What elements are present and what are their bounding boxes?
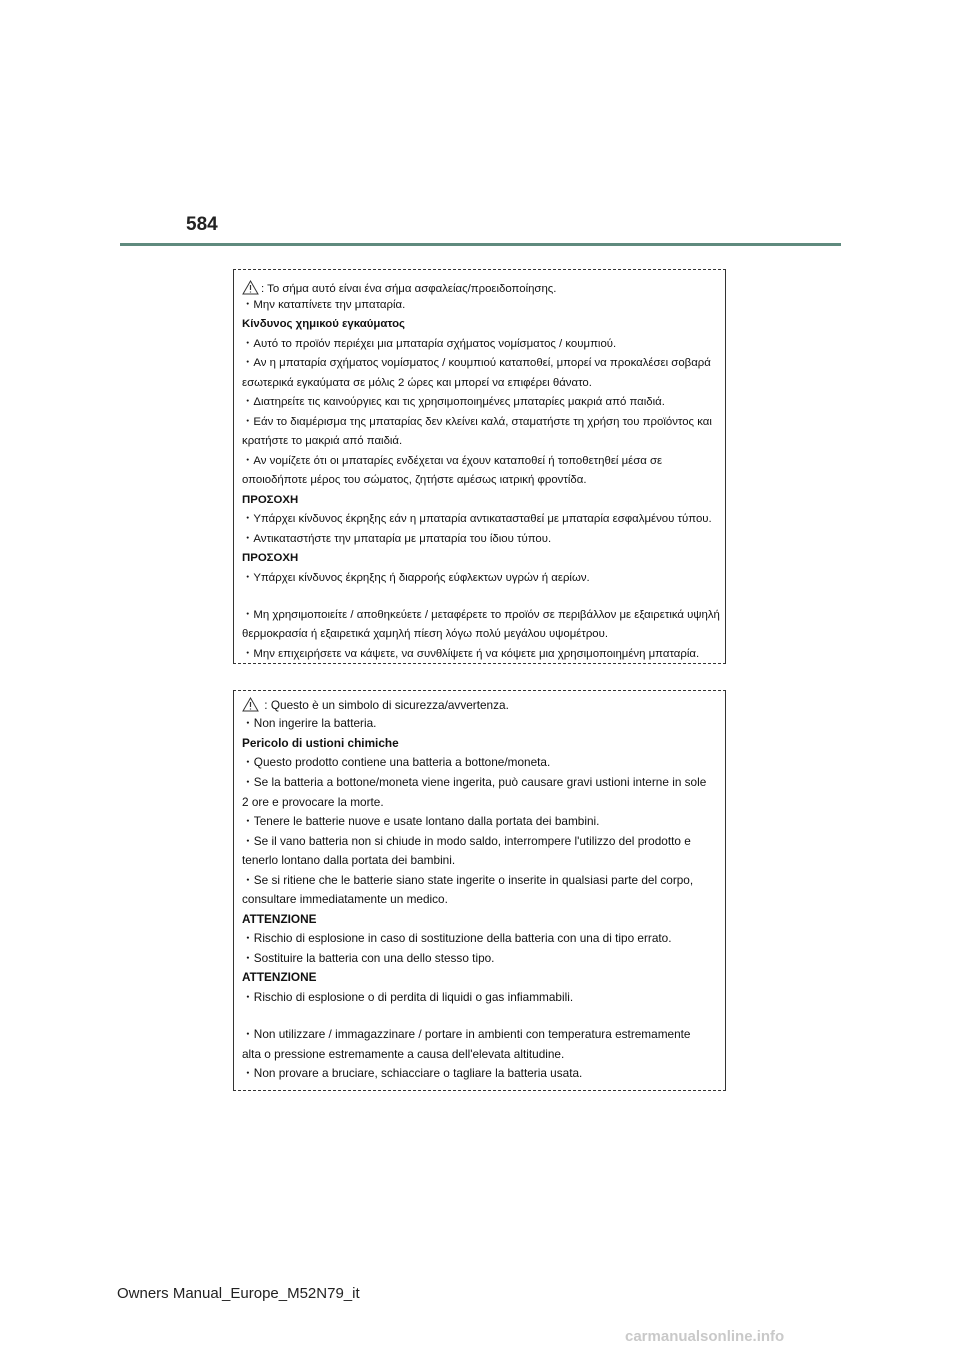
notice-line xyxy=(242,834,691,848)
notice-heading xyxy=(242,736,399,750)
notice-line xyxy=(242,415,712,429)
notice-line xyxy=(242,395,665,409)
warning-triangle-icon xyxy=(242,697,259,712)
notice-text: tenerlo lontano dalla portata dei bambini. xyxy=(242,853,456,867)
notice-line xyxy=(242,951,494,965)
notice-text: ・Αν η μπαταρία σχήματος νομίσματος / κουμπιού καταποθεί, μπορεί να προκαλέσει σοβαρά xyxy=(242,357,711,369)
notice-text: ・Rischio di esplosione o di perdita di liquidi o gas infiammabili. xyxy=(242,990,574,1004)
notice-text: ・Μην καταπίνετε την μπαταρία. xyxy=(242,299,406,311)
notice-text: ・Sostituire la batteria con una dello stesso tipo. xyxy=(242,951,495,965)
notice-text: ・Μη χρησιμοποιείτε / αποθηκεύετε / μεταφέρετε το προϊόν σε περιβάλλον με εξαιρετικά υψηλή xyxy=(242,609,720,621)
notice-text: ΠΡΟΣΟΧΗ xyxy=(242,494,299,506)
notice-line xyxy=(242,647,699,661)
notice-line xyxy=(242,1066,582,1080)
manual-footer: Owners Manual_Europe_M52N79_it xyxy=(117,1285,360,1302)
notice-text: ・Μην επιχειρήσετε να κάψετε, να συνθλίψετε ή να κόψετε μια χρησιμοποιημένη μπαταρία. xyxy=(242,648,700,660)
notice-text: Pericolo di ustioni chimiche xyxy=(242,736,399,750)
notice-line xyxy=(242,1047,564,1061)
notice-text: κρατήστε το μακριά από παιδιά. xyxy=(242,435,403,447)
notice-text: 2 ore e provocare la morte. xyxy=(242,795,384,809)
notice-text: : Το σήμα αυτό είναι ένα σήμα ασφαλείας/προειδοποίησης. xyxy=(261,283,557,295)
notice-text: consultare immediatamente un medico. xyxy=(242,892,448,906)
notice-line xyxy=(242,716,376,730)
notice-line xyxy=(242,608,720,622)
header-rule xyxy=(120,243,841,246)
notice-line xyxy=(242,473,587,487)
notice-line xyxy=(242,337,616,351)
notice-line xyxy=(242,1027,690,1041)
notice-heading xyxy=(242,970,317,984)
notice-line xyxy=(242,814,599,828)
notice-line xyxy=(242,892,448,906)
watermark: carmanualsonline.info xyxy=(625,1328,785,1345)
notice-text: θερμοκρασία ή εξαιρετικά χαμηλή πίεση λόγω πολύ μεγάλου υψομέτρου. xyxy=(242,628,609,640)
notice-text: ・Αντικαταστήστε την μπαταρία με μπαταρία του ίδιου τύπου. xyxy=(242,533,552,545)
notice-heading xyxy=(242,317,405,331)
notice-line xyxy=(242,434,402,448)
notice-text: ・Non provare a bruciare, schiacciare o tagliare la batteria usata. xyxy=(242,1066,583,1080)
notice-text: οποιοδήποτε μέρος του σώματος, ζητήστε αμέσως ιατρική φροντίδα. xyxy=(242,474,587,486)
notice-text: ・Non ingerire la batteria. xyxy=(242,716,377,730)
greek-safety-notice xyxy=(233,269,726,664)
notice-text: εσωτερικά εγκαύματα σε μόλις 2 ώρες και μπορεί να επιφέρει θάνατο. xyxy=(242,377,592,389)
greek-notice-body xyxy=(234,270,725,663)
notice-text: ・Αυτό το προϊόν περιέχει μια μπαταρία σχήματος νομίσματος / κουμπιού. xyxy=(242,338,617,350)
notice-text: ・Υπάρχει κίνδυνος έκρηξης ή διαρροής εύφλεκτων υγρών ή αερίων. xyxy=(242,572,590,584)
notice-text: ・Se la batteria a bottone/moneta viene ingerita, può causare gravi ustioni interne in sole xyxy=(242,775,707,789)
notice-text: alta o pressione estremamente a causa dell'elevata altitudine. xyxy=(242,1047,565,1061)
notice-text: ・Questo prodotto contiene una batteria a bottone/moneta. xyxy=(242,755,551,769)
notice-line xyxy=(242,627,608,641)
notice-line xyxy=(242,697,509,712)
notice-text: ・Non utilizzare / immagazzinare / portare in ambienti con temperatura estremamente xyxy=(242,1027,691,1041)
notice-text: ATTENZIONE xyxy=(242,970,317,984)
notice-text: : Questo è un simbolo di sicurezza/avvertenza. xyxy=(261,698,509,712)
notice-heading xyxy=(242,551,298,565)
notice-text: ・Υπάρχει κίνδυνος έκρηξης εάν η μπαταρία αντικατασταθεί με μπαταρία εσφαλμένου τύπου. xyxy=(242,513,712,525)
notice-line xyxy=(242,755,550,769)
notice-text: ・Διατηρείτε τις καινούργιες και τις χρησιμοποιημένες μπαταρίες μακριά από παιδιά. xyxy=(242,396,665,408)
notice-text: ΠΡΟΣΟΧΗ xyxy=(242,552,299,564)
notice-line xyxy=(242,873,693,887)
notice-line xyxy=(242,298,405,312)
notice-line xyxy=(242,571,590,585)
italian-notice-body xyxy=(234,691,725,1090)
notice-text: ・Se il vano batteria non si chiude in modo saldo, interrompere l'utilizzo del prodotto e xyxy=(242,834,691,848)
notice-line xyxy=(242,853,455,867)
notice-line xyxy=(242,931,672,945)
notice-line xyxy=(242,376,592,390)
notice-text: ・Tenere le batterie nuove e usate lontano dalla portata dei bambini. xyxy=(242,814,600,828)
notice-text: Κίνδυνος χημικού εγκαύματος xyxy=(242,318,405,330)
notice-text: ・Αν νομίζετε ότι οι μπαταρίες ενδέχεται να έχουν καταποθεί ή τοποθετηθεί μέσα σε xyxy=(242,455,663,467)
notice-line xyxy=(242,775,706,789)
notice-line xyxy=(242,990,573,1004)
warning-triangle-icon xyxy=(242,280,259,295)
notice-heading xyxy=(242,493,298,507)
italian-safety-notice xyxy=(233,690,726,1091)
notice-line xyxy=(242,795,384,809)
notice-heading xyxy=(242,912,317,926)
notice-line xyxy=(242,356,711,370)
page-number: 584 xyxy=(186,214,218,235)
notice-text: ATTENZIONE xyxy=(242,912,317,926)
notice-text: ・Rischio di esplosione in caso di sostituzione della batteria con una di tipo errato. xyxy=(242,931,672,945)
notice-line xyxy=(242,454,662,468)
notice-text: ・Εάν το διαμέρισμα της μπαταρίας δεν κλείνει καλά, σταματήστε τη χρήση του προϊόντος και xyxy=(242,416,712,428)
notice-text: ・Se si ritiene che le batterie siano state ingerite o inserite in qualsiasi parte del corpo, xyxy=(242,873,694,887)
notice-line xyxy=(242,280,556,296)
notice-line xyxy=(242,512,712,526)
notice-line xyxy=(242,532,551,546)
